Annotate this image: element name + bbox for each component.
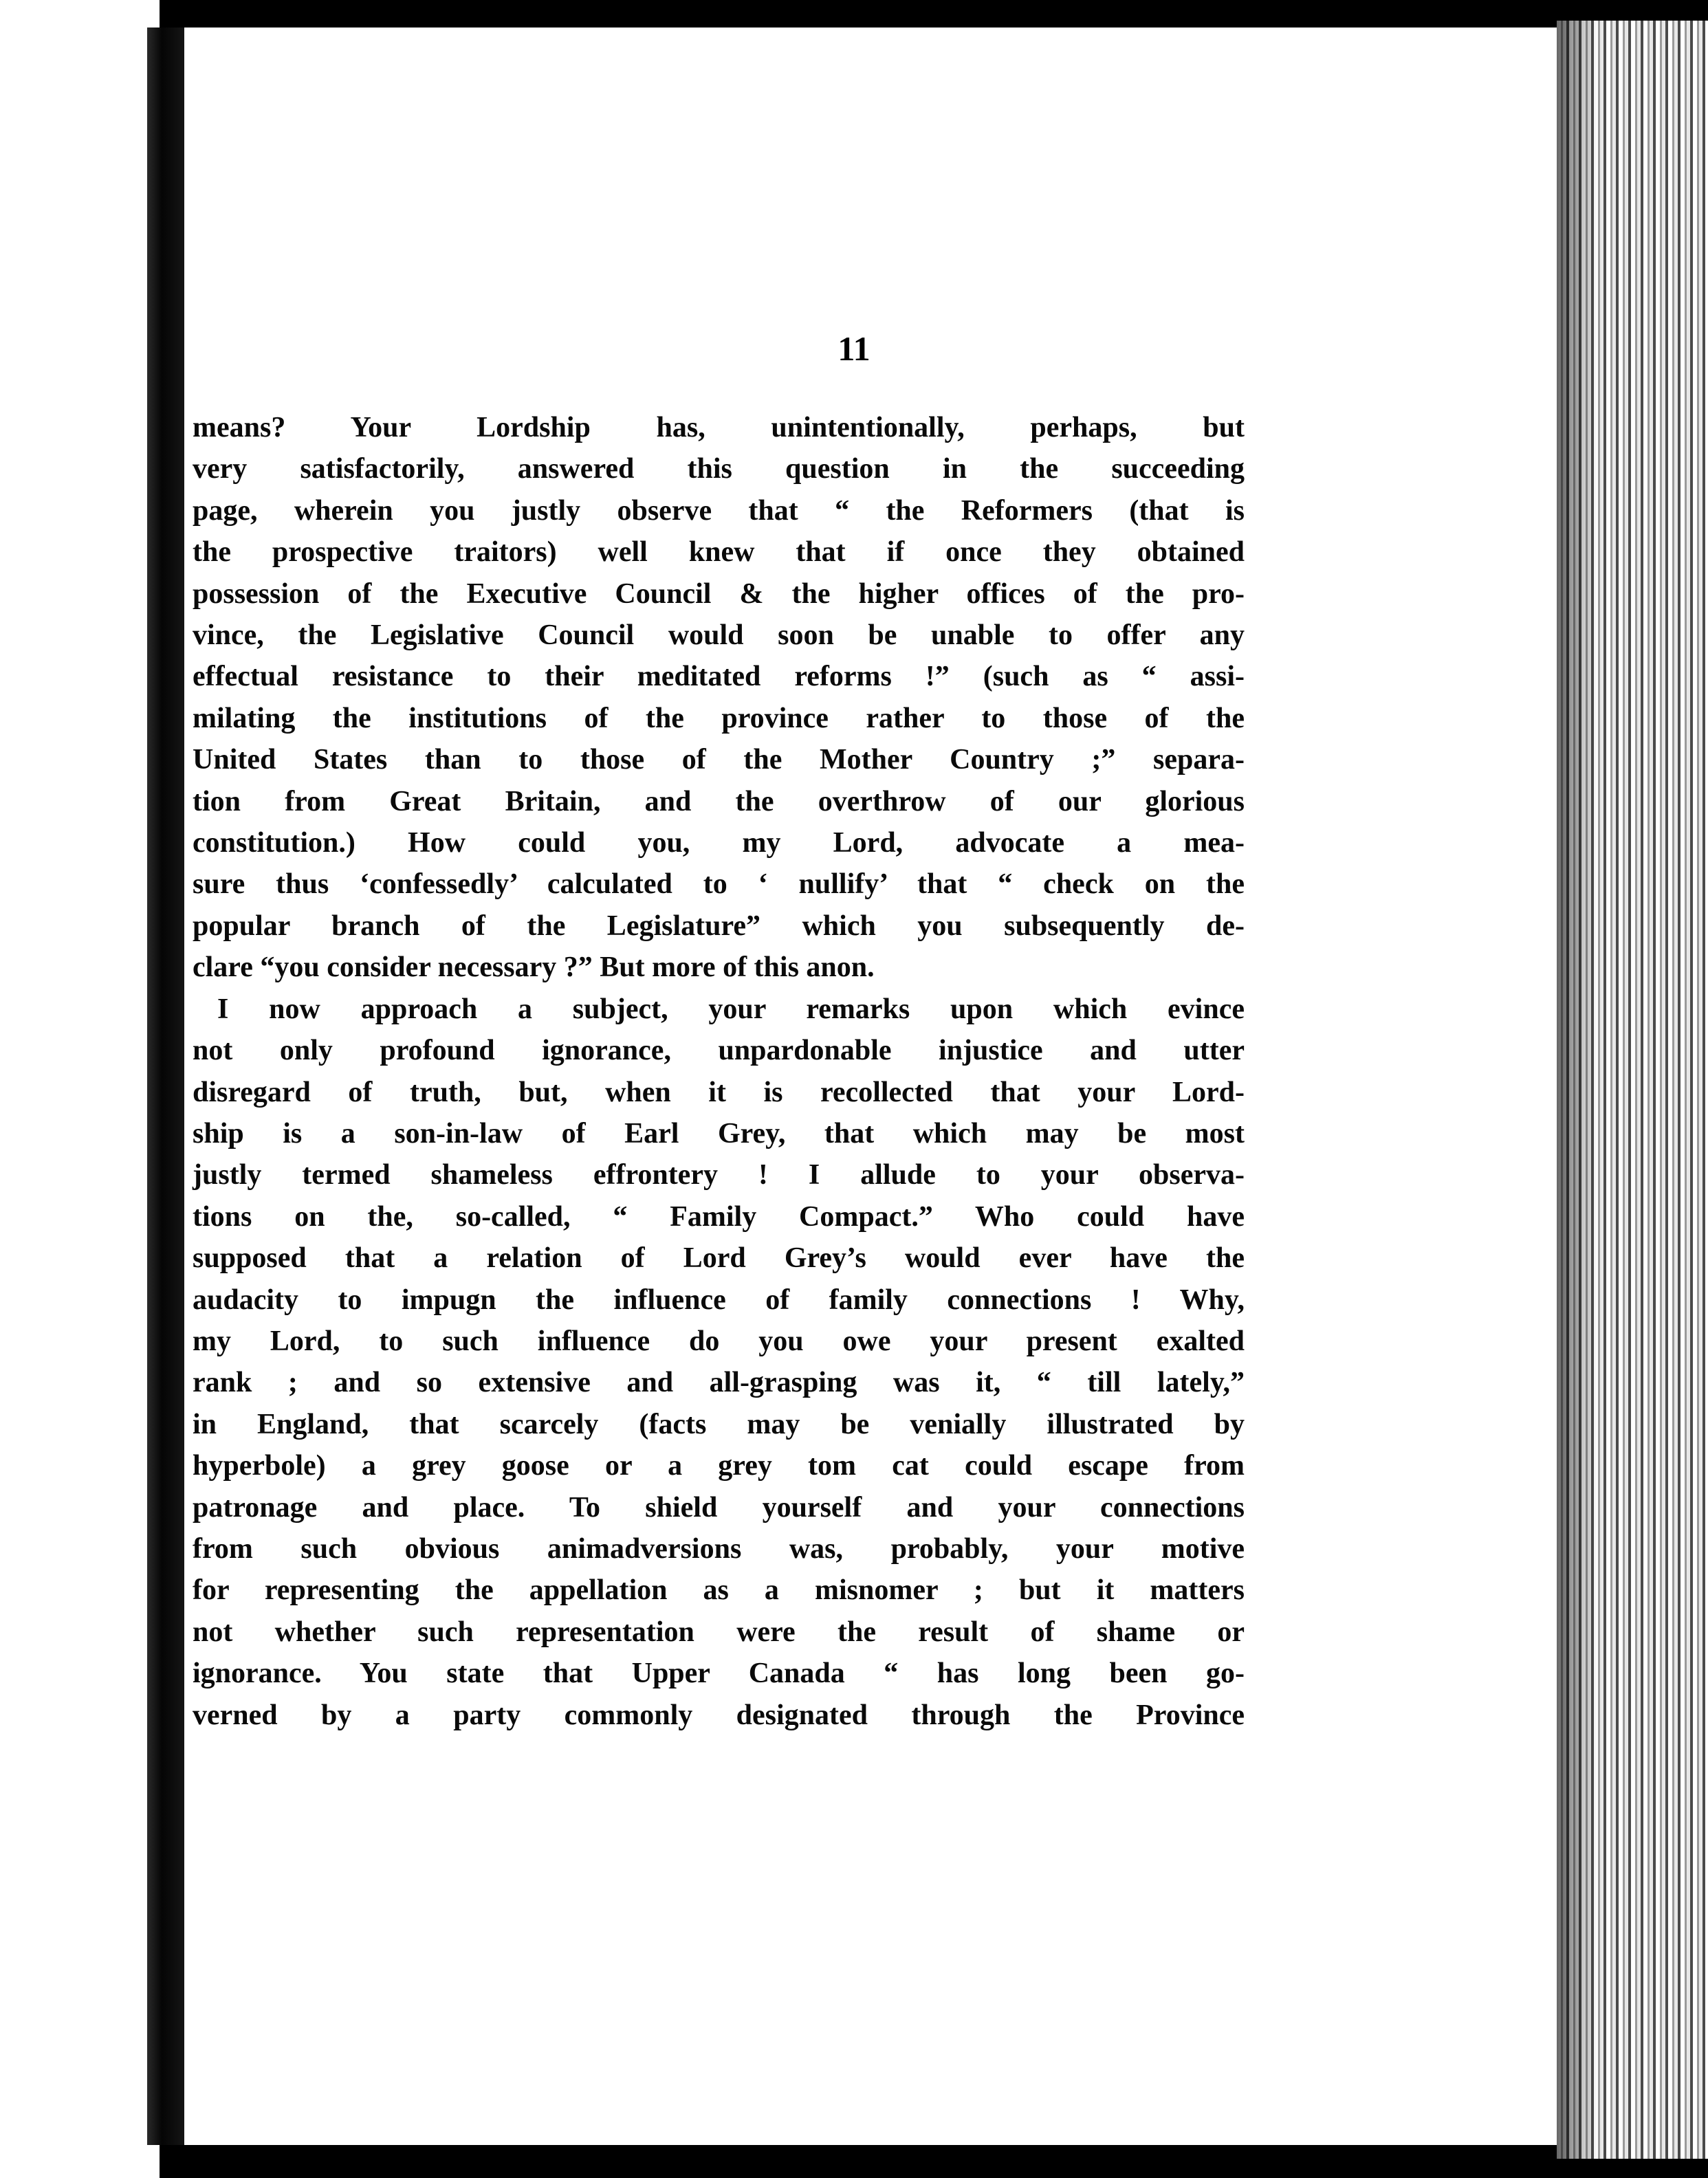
- text-line: ship is a son-in-law of Earl Grey, that which may be most: [193, 1117, 1245, 1150]
- page-number: 11: [837, 329, 871, 368]
- text-line: popular branch of the Legislature” which you subsequently de-: [193, 910, 1245, 942]
- text-line: supposed that a relation of Lord Grey’s would ever have the: [193, 1242, 1245, 1275]
- text-line: audacity to impugn the influence of family connections ! Why,: [193, 1284, 1245, 1316]
- text-line: verned by a party commonly designated through the Province: [193, 1699, 1245, 1731]
- text-line: vince, the Legislative Council would soon be unable to offer any: [193, 619, 1245, 652]
- text-line: justly termed shameless effrontery ! I allude to your observa-: [193, 1159, 1245, 1191]
- text-line: from such obvious animadversions was, probably, your motive: [193, 1532, 1245, 1565]
- text-line: rank ; and so extensive and all-grasping was it, “ till lately,”: [193, 1367, 1245, 1399]
- text-line: hyperbole) a grey goose or a grey tom cat could escape from: [193, 1450, 1245, 1482]
- text-line: constitution.) How could you, my Lord, advocate a mea-: [193, 827, 1245, 859]
- text-line: clare “you consider necessary ?” But more of this anon.: [193, 952, 875, 984]
- text-line: tion from Great Britain, and the overthrow of our glorious: [193, 785, 1245, 817]
- text-line: not only profound ignorance, unpardonable injustice and utter: [193, 1035, 1245, 1067]
- text-line: I now approach a subject, your remarks upon which evince: [217, 993, 1245, 1025]
- text-line: means? Your Lordship has, unintentionally, perhaps, but: [193, 412, 1245, 443]
- text-line: in England, that scarcely (facts may be venially illustrated by: [193, 1408, 1245, 1440]
- text-line: disregard of truth, but, when it is recollected that your Lord-: [193, 1076, 1245, 1108]
- text-line: tions on the, so-called, “ Family Compact.” Who could have: [193, 1200, 1245, 1233]
- text-line: very satisfactorily, answered this question in the succeeding: [193, 453, 1245, 485]
- left-page-margin: [0, 0, 160, 2178]
- body-text: [193, 407, 1245, 1736]
- text-line: for representing the appellation as a misnomer ; but it matters: [193, 1574, 1245, 1607]
- text-line: effectual resistance to their meditated reforms !” (such as “ assi-: [193, 661, 1245, 693]
- text-line: possession of the Executive Council & the higher offices of the pro-: [193, 578, 1245, 610]
- text-line: my Lord, to such influence do you owe your present exalted: [193, 1325, 1245, 1357]
- text-line: not whether such representation were the result of shame or: [193, 1616, 1245, 1648]
- text-line: sure thus ‘confessedly’ calculated to ‘ nullify’ that “ check on the: [193, 868, 1245, 901]
- text-line: page, wherein you justly observe that “ the Reformers (that is: [193, 494, 1245, 527]
- text-line: the prospective traitors) well knew that if once they obtained: [193, 536, 1245, 569]
- text-line: milating the institutions of the province rather to those of the: [193, 702, 1245, 734]
- text-line: United States than to those of the Mother Country ;” separa-: [193, 744, 1245, 776]
- text-line: ignorance. You state that Upper Canada “ has long been go-: [193, 1658, 1245, 1690]
- text-line: patronage and place. To shield yourself and your connections: [193, 1491, 1245, 1524]
